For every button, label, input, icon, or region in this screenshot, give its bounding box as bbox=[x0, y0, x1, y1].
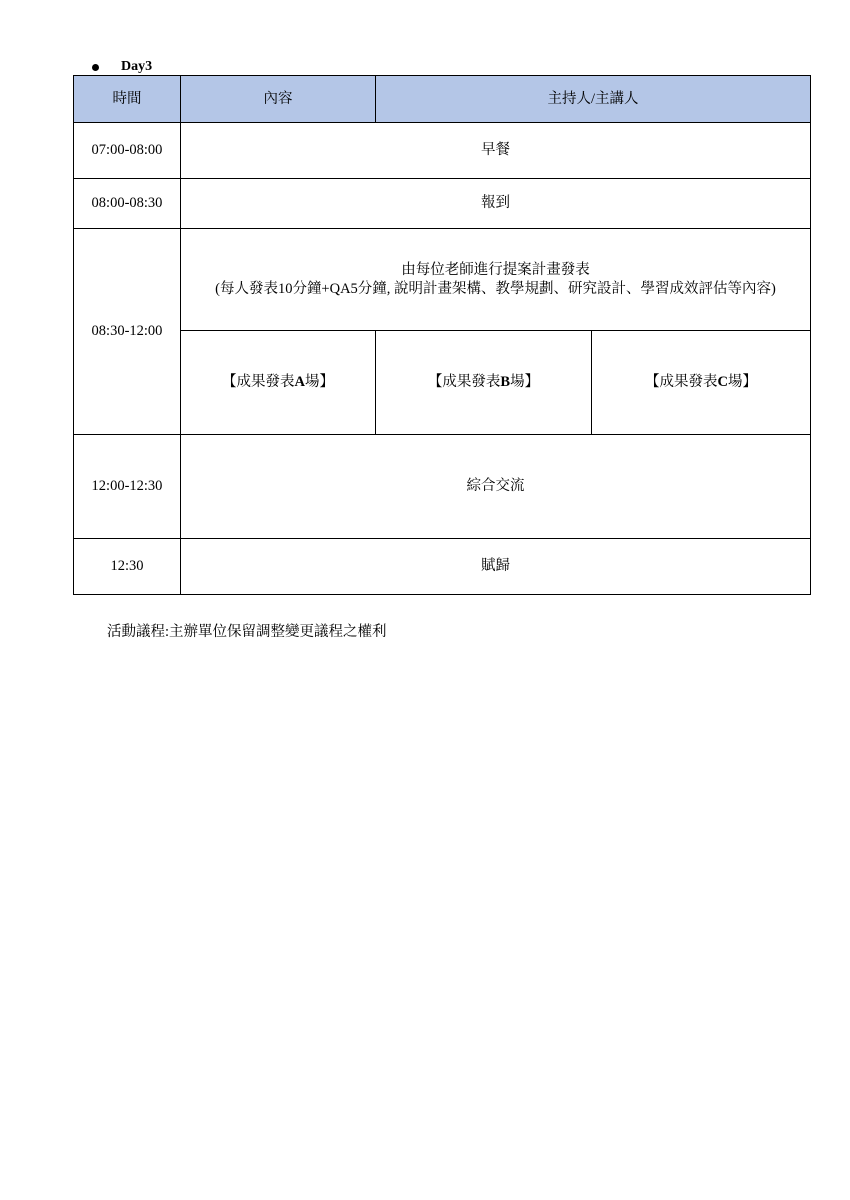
session-c: 【成果發表C場】 bbox=[592, 331, 811, 435]
presentation-details: (每人發表10分鐘+QA5分鐘, 說明計畫架構、教學規劃、研究設計、學習成效評估等內容) bbox=[215, 280, 776, 297]
day-heading bbox=[92, 58, 152, 76]
bullet-icon bbox=[92, 64, 99, 71]
row-time: 12:30 bbox=[74, 539, 181, 595]
row-content: 綜合交流 bbox=[181, 435, 811, 539]
table-row bbox=[74, 539, 811, 595]
row-content: 報到 bbox=[181, 179, 811, 229]
agenda-table bbox=[73, 75, 811, 595]
table-row bbox=[74, 229, 811, 331]
day-label: Day3 bbox=[121, 59, 153, 74]
table-row bbox=[74, 179, 811, 229]
row-content: 早餐 bbox=[181, 123, 811, 179]
header-content: 內容 bbox=[181, 76, 376, 123]
row-time: 07:00-08:00 bbox=[74, 123, 181, 179]
header-time: 時間 bbox=[74, 76, 181, 123]
table-row bbox=[74, 435, 811, 539]
table-row bbox=[74, 331, 811, 435]
table-header-row bbox=[74, 76, 811, 123]
row-time: 08:30-12:00 bbox=[74, 229, 181, 435]
footnote: 活動議程:主辦單位保留調整變更議程之權利 bbox=[107, 624, 387, 640]
presentation-title: 由每位老師進行提案計畫發表 bbox=[401, 261, 590, 278]
row-content bbox=[181, 229, 811, 331]
row-time: 08:00-08:30 bbox=[74, 179, 181, 229]
header-host: 主持人/主講人 bbox=[376, 76, 811, 123]
session-b: 【成果發表B場】 bbox=[376, 331, 592, 435]
row-time: 12:00-12:30 bbox=[74, 435, 181, 539]
session-a: 【成果發表A場】 bbox=[181, 331, 376, 435]
table-row bbox=[74, 123, 811, 179]
row-content: 賦歸 bbox=[181, 539, 811, 595]
